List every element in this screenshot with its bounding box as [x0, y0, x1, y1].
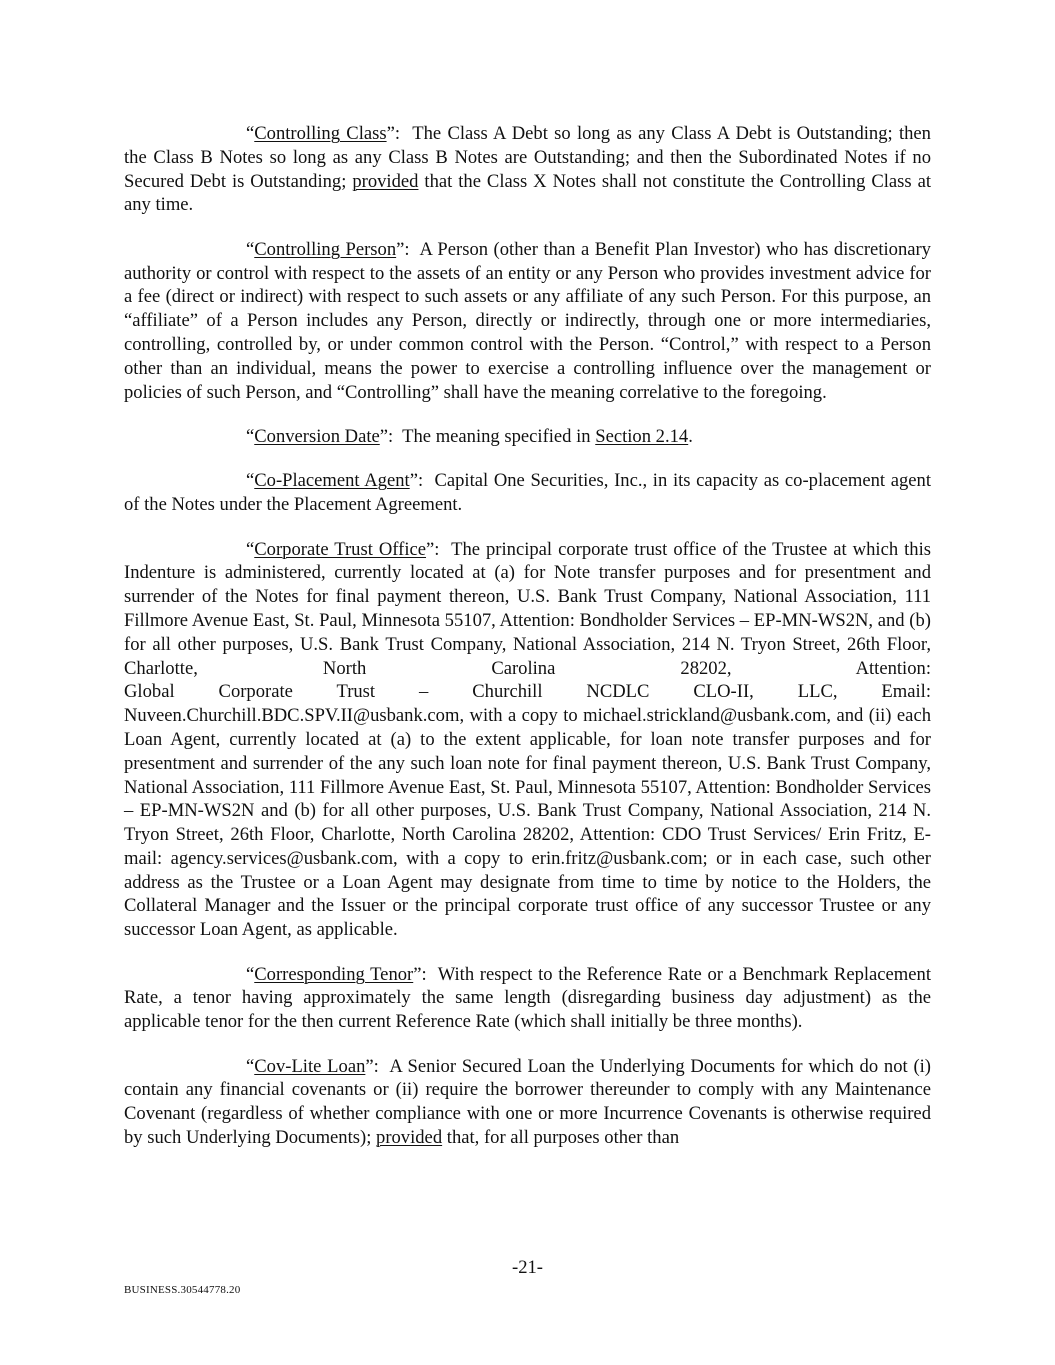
definition-paragraph: [124, 425, 931, 449]
defined-term: Co-Placement Agent: [254, 470, 410, 492]
defined-term: Conversion Date: [254, 425, 380, 447]
underlined-text: Section 2.14: [595, 425, 689, 447]
open-quote: “: [246, 538, 255, 560]
open-quote: “: [246, 123, 255, 144]
definitions-list: [124, 122, 931, 1150]
definition-text: .: [688, 425, 693, 447]
open-quote: “: [246, 1055, 255, 1077]
close-quote: ”:: [413, 963, 438, 985]
definition-paragraph: [124, 238, 931, 405]
definition-text: The Class A Debt so long as any Class A Debt is Outstanding; then the Class B Notes so long as any Class B Notes are Outstanding; and then the Subordinated Notes if no Secured Debt is Outstanding;: [124, 123, 931, 192]
defined-term: Corresponding Tenor: [254, 963, 414, 985]
close-quote: ”:: [379, 425, 403, 447]
definition-text: Capital One Securities, Inc., in its capacity as co-placement agent of the Notes under the Placement Agreement.: [124, 470, 932, 516]
open-quote: “: [246, 238, 255, 260]
close-quote: ”:: [365, 1055, 390, 1077]
open-quote: “: [246, 470, 255, 492]
underlined-text: provided: [376, 1127, 443, 1149]
close-quote: ”:: [426, 538, 452, 560]
close-quote: ”:: [396, 238, 420, 260]
close-quote: ”:: [386, 123, 413, 144]
definition-text: Nuveen.Churchill.BDC.SPV.II@usbank.com, with a copy to michael.strickland@usbank.com, and (ii) each Loan Agent, currently located at (a) to the extent applicable, for loan note transfer purposes and for presentment and surrender of the any such loan note for final payment thereon, U.S. Bank Trust Company, National Association, 111 Fillmore Avenue East, St. Paul, Minnesota 55107, Attention: Bondholder Services – EP-MN-WS2N and (b) for all other purposes, U.S. Bank Trust Company, National Association, 214 N. Tryon Street, 26th Floor, Charlotte, North Carolina 28202, Attention: CDO Trust Services/ Erin Fritz, E-mail: agency.services@usbank.com, with a copy to erin.fritz@usbank.com; or in each case, such other address as the Trustee or a Loan Agent may designate from time to time by notice to the Holders, the Collateral Manager and the Issuer or the principal corporate trust office of any successor Trustee or any successor Loan Agent, as applicable.: [124, 705, 931, 941]
definition-text: Global Corporate Trust – Churchill NCDLC CLO-II, LLC, Email:: [124, 681, 931, 703]
page-number: -21-: [512, 1257, 543, 1278]
definition-paragraph: [124, 122, 931, 217]
defined-term: Corporate Trust Office: [254, 538, 427, 560]
underlined-text: provided: [352, 170, 419, 192]
defined-term: Cov-Lite Loan: [254, 1055, 366, 1077]
close-quote: ”:: [409, 470, 435, 492]
definition-text: that, for all purposes other than: [442, 1127, 680, 1149]
definition-text: A Person (other than a Benefit Plan Investor) who has discretionary authority or control with respect to the assets of an entity or any Person who provides investment advice for a fee (direct or indirect) with respect to such assets or any affiliate of any such Person. For this purpose, an “affiliate” of a Person includes any Person, directly or indirectly, through one or more intermediaries, controlling, controlled by, or under common control with the Person. “Control,” with respect to a Person other than an individual, means the power to exercise a controlling influence over the management or policies of such Person, and “Controlling” shall have the meaning correlative to the foregoing.: [124, 238, 931, 403]
definition-paragraph: [124, 538, 931, 943]
definition-text: that the Class X Notes shall not constitute the Controlling Class at any time.: [124, 170, 931, 216]
definition-text: The meaning specified in: [402, 425, 596, 447]
definition-paragraph: [124, 1055, 931, 1150]
document-id: BUSINESS.30544778.20: [124, 1284, 241, 1296]
defined-term: Controlling Class: [254, 123, 387, 144]
definition-text: A Senior Secured Loan the Underlying Documents for which do not (i) contain any financial covenants or (ii) require the borrower thereunder to comply with any Maintenance Covenant (regardless of whether compliance with one or more Incurrence Covenants is otherwise required by such Underlying Documents);: [124, 1055, 931, 1149]
defined-term: Controlling Person: [254, 238, 397, 260]
definition-text: With respect to the Reference Rate or a Benchmark Replacement Rate, a tenor having approximately the same length (disregarding business day adjustment) as the applicable tenor for the then current Reference Rate (which shall initially be three months).: [124, 963, 931, 1033]
definition-paragraph: [124, 469, 931, 517]
open-quote: “: [246, 963, 255, 985]
definition-text: The principal corporate trust office of the Trustee at which this Indenture is administered, currently located at (a) for Note transfer purposes and for presentment and surrender of the Notes for final payment thereon, U.S. Bank Trust Company, National Association, 111 Fillmore Avenue East, St. Paul, Minnesota 55107, Attention: Bondholder Services – EP-MN-WS2N, and (b) for all other purposes, U.S. Bank Trust Company, National Association, 214 N. Tryon Street, 26th Floor, Charlotte, North Carolina 28202, Attention:: [124, 538, 931, 679]
definition-paragraph: [124, 963, 931, 1034]
open-quote: “: [246, 425, 255, 447]
